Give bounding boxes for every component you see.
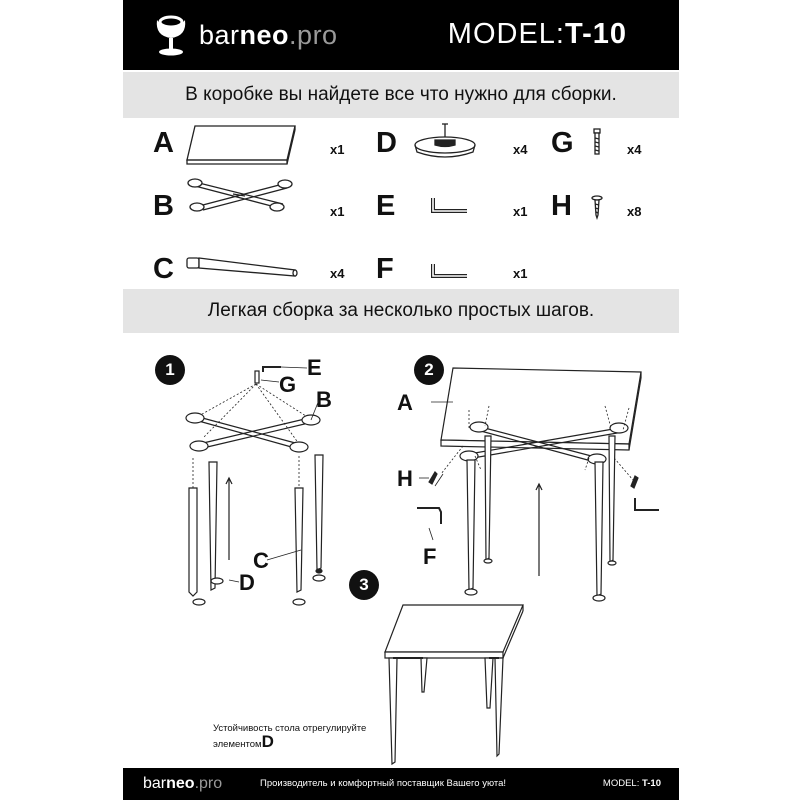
part-letter-a: A: [153, 127, 174, 159]
callout-a: A: [397, 390, 413, 415]
footer-model-value: T-10: [641, 778, 661, 789]
part-letter-d: D: [376, 127, 397, 159]
qty-h: x8: [627, 204, 642, 219]
qty-c: x4: [330, 266, 345, 281]
footer-brand-bold: neo: [166, 775, 195, 792]
stability-note-line1: Устойчивость стола отрегулируйте: [213, 723, 367, 734]
footer-bar: [123, 768, 679, 800]
step1-exploded-frame-illustration: [186, 367, 325, 605]
stability-note-text: элементом: [213, 739, 262, 750]
callout-d: D: [239, 570, 255, 595]
part-letter-g: G: [551, 127, 574, 159]
brand-prefix: bar: [199, 20, 240, 50]
qty-g: x4: [627, 142, 642, 157]
part-letter-f: F: [376, 253, 394, 285]
brand-bold: neo: [239, 20, 290, 50]
model-value: T-10: [564, 18, 627, 50]
callout-f: F: [423, 544, 437, 569]
stability-note-line2: [213, 732, 366, 751]
step2-top-attachment-illustration: [417, 368, 659, 601]
footer-model: [603, 778, 661, 789]
footer-brand-prefix: bar: [143, 775, 167, 792]
assembly-heading: Легкая сборка за несколько простых шагов.: [123, 289, 679, 333]
footer-brand-suffix: .pro: [194, 775, 223, 792]
callout-h: H: [397, 466, 413, 491]
callout-b: B: [316, 387, 332, 412]
callout-e: E: [307, 355, 322, 380]
qty-e: x1: [513, 204, 528, 219]
part-letter-c: C: [153, 253, 174, 285]
qty-d: x4: [513, 142, 528, 157]
callout-g: G: [279, 372, 297, 397]
qty-b: x1: [330, 204, 345, 219]
contents-heading: В коробке вы найдете все что нужно для сборки.: [123, 72, 679, 118]
stability-note: [213, 722, 366, 751]
part-letter-h: H: [551, 190, 572, 222]
instruction-sheet: [123, 0, 679, 800]
qty-f: x1: [513, 266, 528, 281]
stability-note-part-letter: D: [261, 732, 274, 751]
qty-a: x1: [330, 142, 345, 157]
part-letter-b: B: [153, 190, 174, 222]
step3-assembled-table-illustration: [385, 605, 523, 764]
footer-tagline: Производитель и комфортный поставщик Вашего уюта!: [260, 778, 507, 789]
footer-model-label: MODEL:: [602, 778, 640, 789]
brand-suffix: .pro: [289, 20, 338, 50]
step-number-2: 2: [414, 355, 444, 385]
model-label: MODEL:: [447, 18, 565, 50]
part-letter-e: E: [376, 190, 396, 222]
step-number-1: 1: [155, 355, 185, 385]
assembly-drawings: [123, 0, 679, 800]
step-number-3: 3: [349, 570, 379, 600]
footer-brand: [143, 775, 222, 793]
callout-c: C: [253, 548, 269, 573]
